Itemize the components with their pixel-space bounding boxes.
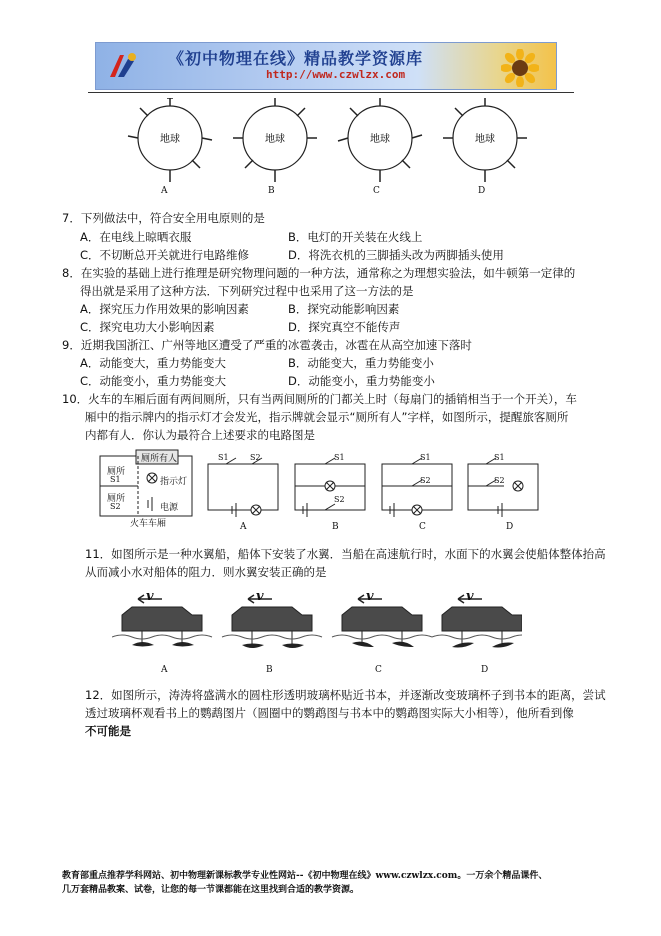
q10-b-s2: S2 [334, 495, 345, 504]
q12-stem-line2: 透过玻璃杯观看书上的鹦鹉图片（圆圈中的鹦鹉图与书本中的鹦鹉图实际大小相等），他所看到像 [85, 706, 574, 720]
q11-option-d[interactable]: D [481, 665, 489, 675]
q9-option-d[interactable]: D．动能变小，重力势能变小 [288, 374, 435, 388]
earth-label: 地球 [370, 134, 390, 145]
q10-stem-line1: 10．火车的车厢后面有两间厕所，只有当两间厕所的门都关上时（每扇门的插销相当于一个开关），车 [62, 392, 577, 406]
header-banner [95, 42, 557, 90]
q9-option-c[interactable]: C．动能变小，重力势能变大 [80, 374, 227, 388]
q10-option-d[interactable]: D [506, 522, 514, 532]
q10-lamp-label: 指示灯 [160, 477, 188, 487]
q10-d-s1: S1 [494, 453, 505, 462]
q7-stem: 7．下列做法中，符合安全用电原则的是 [62, 211, 265, 225]
q6-figure-d [443, 98, 527, 182]
q7-option-a[interactable]: A．在电线上晾晒衣服 [80, 230, 192, 244]
q9-option-a[interactable]: A．动能变大，重力势能变大 [80, 356, 226, 370]
q10-a-s1: S1 [218, 453, 229, 462]
earth-label: 地球 [265, 134, 285, 145]
q11-b-velocity: v [256, 589, 264, 604]
q6-option-d[interactable]: D [478, 186, 486, 196]
q10-stem-line2: 厢中的指示牌内的指示灯才会发光，指示牌就会显示“厕所有人”字样，如图所示，提醒旅客厕所 [85, 410, 569, 424]
q10-option-c[interactable]: C [419, 522, 426, 532]
q11-stem-line2: 从而减小水对船体的阻力．则水翼安装正确的是 [85, 565, 327, 579]
earth-label: 地球 [160, 134, 180, 145]
q6-figure-a [128, 98, 212, 182]
footer-line1: 教育部重点推荐学科网站、初中物理新课标教学专业性网站--《初中物理在线》www.czwlzx.com。一万余个精品课件、 [62, 871, 548, 881]
q10-c-s2: S2 [420, 476, 431, 485]
q11-a-velocity: v [146, 589, 154, 604]
q10-wc1-switch: S1 [110, 475, 121, 484]
q8-option-c[interactable]: C．探究电功大小影响因素 [80, 320, 215, 334]
q6-option-a[interactable]: A [161, 186, 168, 196]
q9-stem: 9．近期我国浙江、广州等地区遭受了严重的冰雹袭击，冰雹在从高空加速下落时 [62, 338, 472, 352]
site-logo-icon [106, 51, 140, 81]
banner-title: 《初中物理在线》精品教学资源库 [168, 49, 424, 68]
q11-boat-a [112, 595, 212, 647]
footer-line2: 几万套精品教案、试卷，让您的每一节课都能在这里找到合适的教学资源。 [62, 885, 360, 895]
q10-wc1-label: 厕所 [107, 467, 126, 477]
banner-url: http://www.czwlzx.com [266, 68, 406, 81]
q10-d-s2: S2 [494, 476, 505, 485]
q10-sign-title: 厕所有人 [141, 454, 178, 464]
q10-power-label: 电源 [160, 503, 179, 513]
q6-figure-b [233, 98, 317, 182]
q11-option-b[interactable]: B [266, 665, 273, 675]
q10-train-label: 火车车厢 [130, 519, 167, 529]
q10-a-s2: S2 [250, 453, 261, 462]
q6-option-c[interactable]: C [373, 186, 380, 196]
q11-c-velocity: v [366, 589, 374, 604]
q10-wc2-switch: S2 [110, 502, 121, 511]
q6-figure-c [338, 98, 422, 182]
q7-option-c[interactable]: C．不切断总开关就进行电路维修 [80, 248, 250, 262]
q7-option-b[interactable]: B．电灯的开关装在火线上 [288, 230, 423, 244]
q8-stem-line1: 8．在实验的基础上进行推理是研究物理问题的一种方法，通常称之为理想实验法，如牛顿第一定律的 [62, 266, 576, 280]
q6-earth-figures [120, 98, 540, 198]
q10-b-s1: S1 [334, 453, 345, 462]
q11-d-velocity: v [466, 589, 474, 604]
header-rule [88, 92, 574, 93]
q11-boat-c [332, 595, 432, 647]
q11-stem-line1: 11．如图所示是一种水翼船，船体下安装了水翼．当船在高速航行时，水面下的水翼会使船体整体抬高 [85, 547, 606, 561]
q10-circuits [200, 452, 540, 520]
q10-circuit-c [382, 458, 452, 517]
sunflower-icon [501, 49, 539, 87]
q10-circuit-d [468, 458, 538, 517]
q8-option-b[interactable]: B．探究动能影响因素 [288, 302, 400, 316]
q11-hydrofoil-figures [112, 585, 522, 663]
q10-option-a[interactable]: A [240, 522, 247, 532]
q8-stem-line2: 得出就是采用了这种方法．下列研究过程中也采用了这一方法的是 [80, 284, 414, 298]
q11-option-a[interactable]: A [161, 665, 168, 675]
q11-boat-b [222, 595, 322, 648]
q9-option-b[interactable]: B．动能变大，重力势能变小 [288, 356, 434, 370]
q10-circuit-a [208, 458, 278, 517]
q11-boat-d [432, 595, 522, 648]
q11-option-c[interactable]: C [375, 665, 382, 675]
q7-option-d[interactable]: D．将洗衣机的三脚插头改为两脚插头使用 [288, 248, 504, 262]
q10-circuit-b [295, 458, 365, 517]
q10-c-s1: S1 [420, 453, 431, 462]
q8-option-a[interactable]: A．探究压力作用效果的影响因素 [80, 302, 249, 316]
q10-stem-line3: 内都有人．你认为最符合上述要求的电路图是 [85, 428, 315, 442]
q8-option-d[interactable]: D．探究真空不能传声 [288, 320, 401, 334]
q6-option-b[interactable]: B [268, 186, 275, 196]
earth-label: 地球 [475, 134, 495, 145]
q12-stem-line1: 12．如图所示，涛涛将盛满水的圆柱形透明玻璃杯贴近书本，并逐渐改变玻璃杯子到书本的距离，尝试 [85, 688, 606, 702]
q10-wc2-label: 厕所 [107, 494, 126, 504]
q10-option-b[interactable]: B [332, 522, 339, 532]
q12-stem-line3: 不可能是 [85, 724, 131, 738]
